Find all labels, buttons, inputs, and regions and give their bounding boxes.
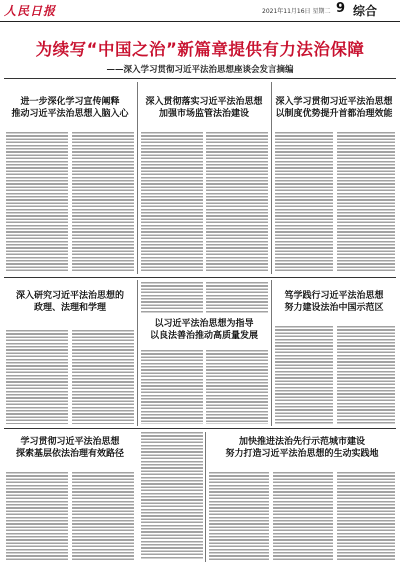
row-divider-2 xyxy=(4,428,396,429)
article-2-body-col1 xyxy=(141,132,203,272)
article-8-title-line2: 努力打造习近平法治思想的生动实践地 xyxy=(225,449,379,459)
article-3-body-col1 xyxy=(275,132,333,272)
article-6-title-line1: 笃学践行习近平法治思想 xyxy=(284,291,384,301)
row-divider-1 xyxy=(4,277,396,278)
article-5-title-line1: 以习近平法治思想为指导 xyxy=(154,319,254,329)
page-headline: 为续写“中国之治”新篇章提供有力法治保障 xyxy=(35,40,365,59)
column-divider xyxy=(137,280,138,426)
article-6-body-col2 xyxy=(337,326,395,424)
page-number: 9 xyxy=(336,1,346,16)
article-6-body-col1 xyxy=(275,326,333,424)
article-3-title-line2: 以制度优势提升首都治理效能 xyxy=(275,109,393,119)
header-divider xyxy=(4,78,396,79)
section-label: 综合 xyxy=(353,4,378,18)
article-7-body-col2 xyxy=(72,472,134,560)
masthead xyxy=(0,0,400,22)
article-4-title-line1: 深入研究习近平法治思想的 xyxy=(15,291,124,301)
page-subheadline: ——深入学习贯彻习近平法治思想座谈会发言摘编 xyxy=(106,65,294,75)
article-7-title-line1: 学习贯彻习近平法治思想 xyxy=(20,437,120,447)
article-7-body-col3 xyxy=(141,432,203,560)
article-2-title-line2: 加强市场监管法治建设 xyxy=(158,109,249,119)
column-divider xyxy=(137,82,138,274)
column-divider xyxy=(205,432,206,562)
article-4-title-line2: 政理、法理和学理 xyxy=(33,303,106,313)
article-8-title xyxy=(208,436,396,460)
article-8-body-col3 xyxy=(337,472,395,560)
article-3-body-col2 xyxy=(337,132,395,272)
article-7-title-line2: 探索基层依法治理有效路径 xyxy=(15,449,124,459)
issue-date: 2021年11月16日 星期二 xyxy=(262,8,331,15)
article-4-body-col2 xyxy=(72,330,134,424)
article-5-body-col2 xyxy=(206,350,268,424)
article-3-title xyxy=(272,96,396,120)
article-5-title xyxy=(140,318,268,342)
article-8-body-col2 xyxy=(273,472,333,560)
article-2-body-col2 xyxy=(206,132,268,272)
article-5-body-col1 xyxy=(141,350,203,424)
article-4-body-col1 xyxy=(6,330,68,424)
article-8-body-col1 xyxy=(209,472,269,560)
newspaper-logo: 人民日报 xyxy=(4,4,57,18)
article-1-title-line1: 进一步深化学习宣传阐释 xyxy=(20,97,120,107)
article-3-title-line1: 深入学习贯彻习近平法治思想 xyxy=(275,97,393,107)
article-1-title-line2: 推动习近平法治思想入脑入心 xyxy=(11,109,129,119)
article-5-title-line2: 以良法善治推动高质量发展 xyxy=(149,331,258,341)
article-2-title-line1: 深入贯彻落实习近平法治思想 xyxy=(145,97,263,107)
article-4-title xyxy=(6,290,134,314)
article-6-title xyxy=(272,290,396,314)
article-2-continuation-right xyxy=(206,282,268,314)
article-2-continuation-left xyxy=(141,282,203,314)
article-2-title xyxy=(140,96,268,120)
article-7-body-col1 xyxy=(6,472,68,560)
article-1-title xyxy=(6,96,134,120)
article-8-title-line1: 加快推进法治先行示范城市建设 xyxy=(238,437,365,447)
article-6-title-line2: 努力建设法治中国示范区 xyxy=(284,303,384,313)
article-1-body-col1 xyxy=(6,132,68,272)
article-1-body-col2 xyxy=(72,132,134,272)
article-7-title xyxy=(6,436,134,460)
